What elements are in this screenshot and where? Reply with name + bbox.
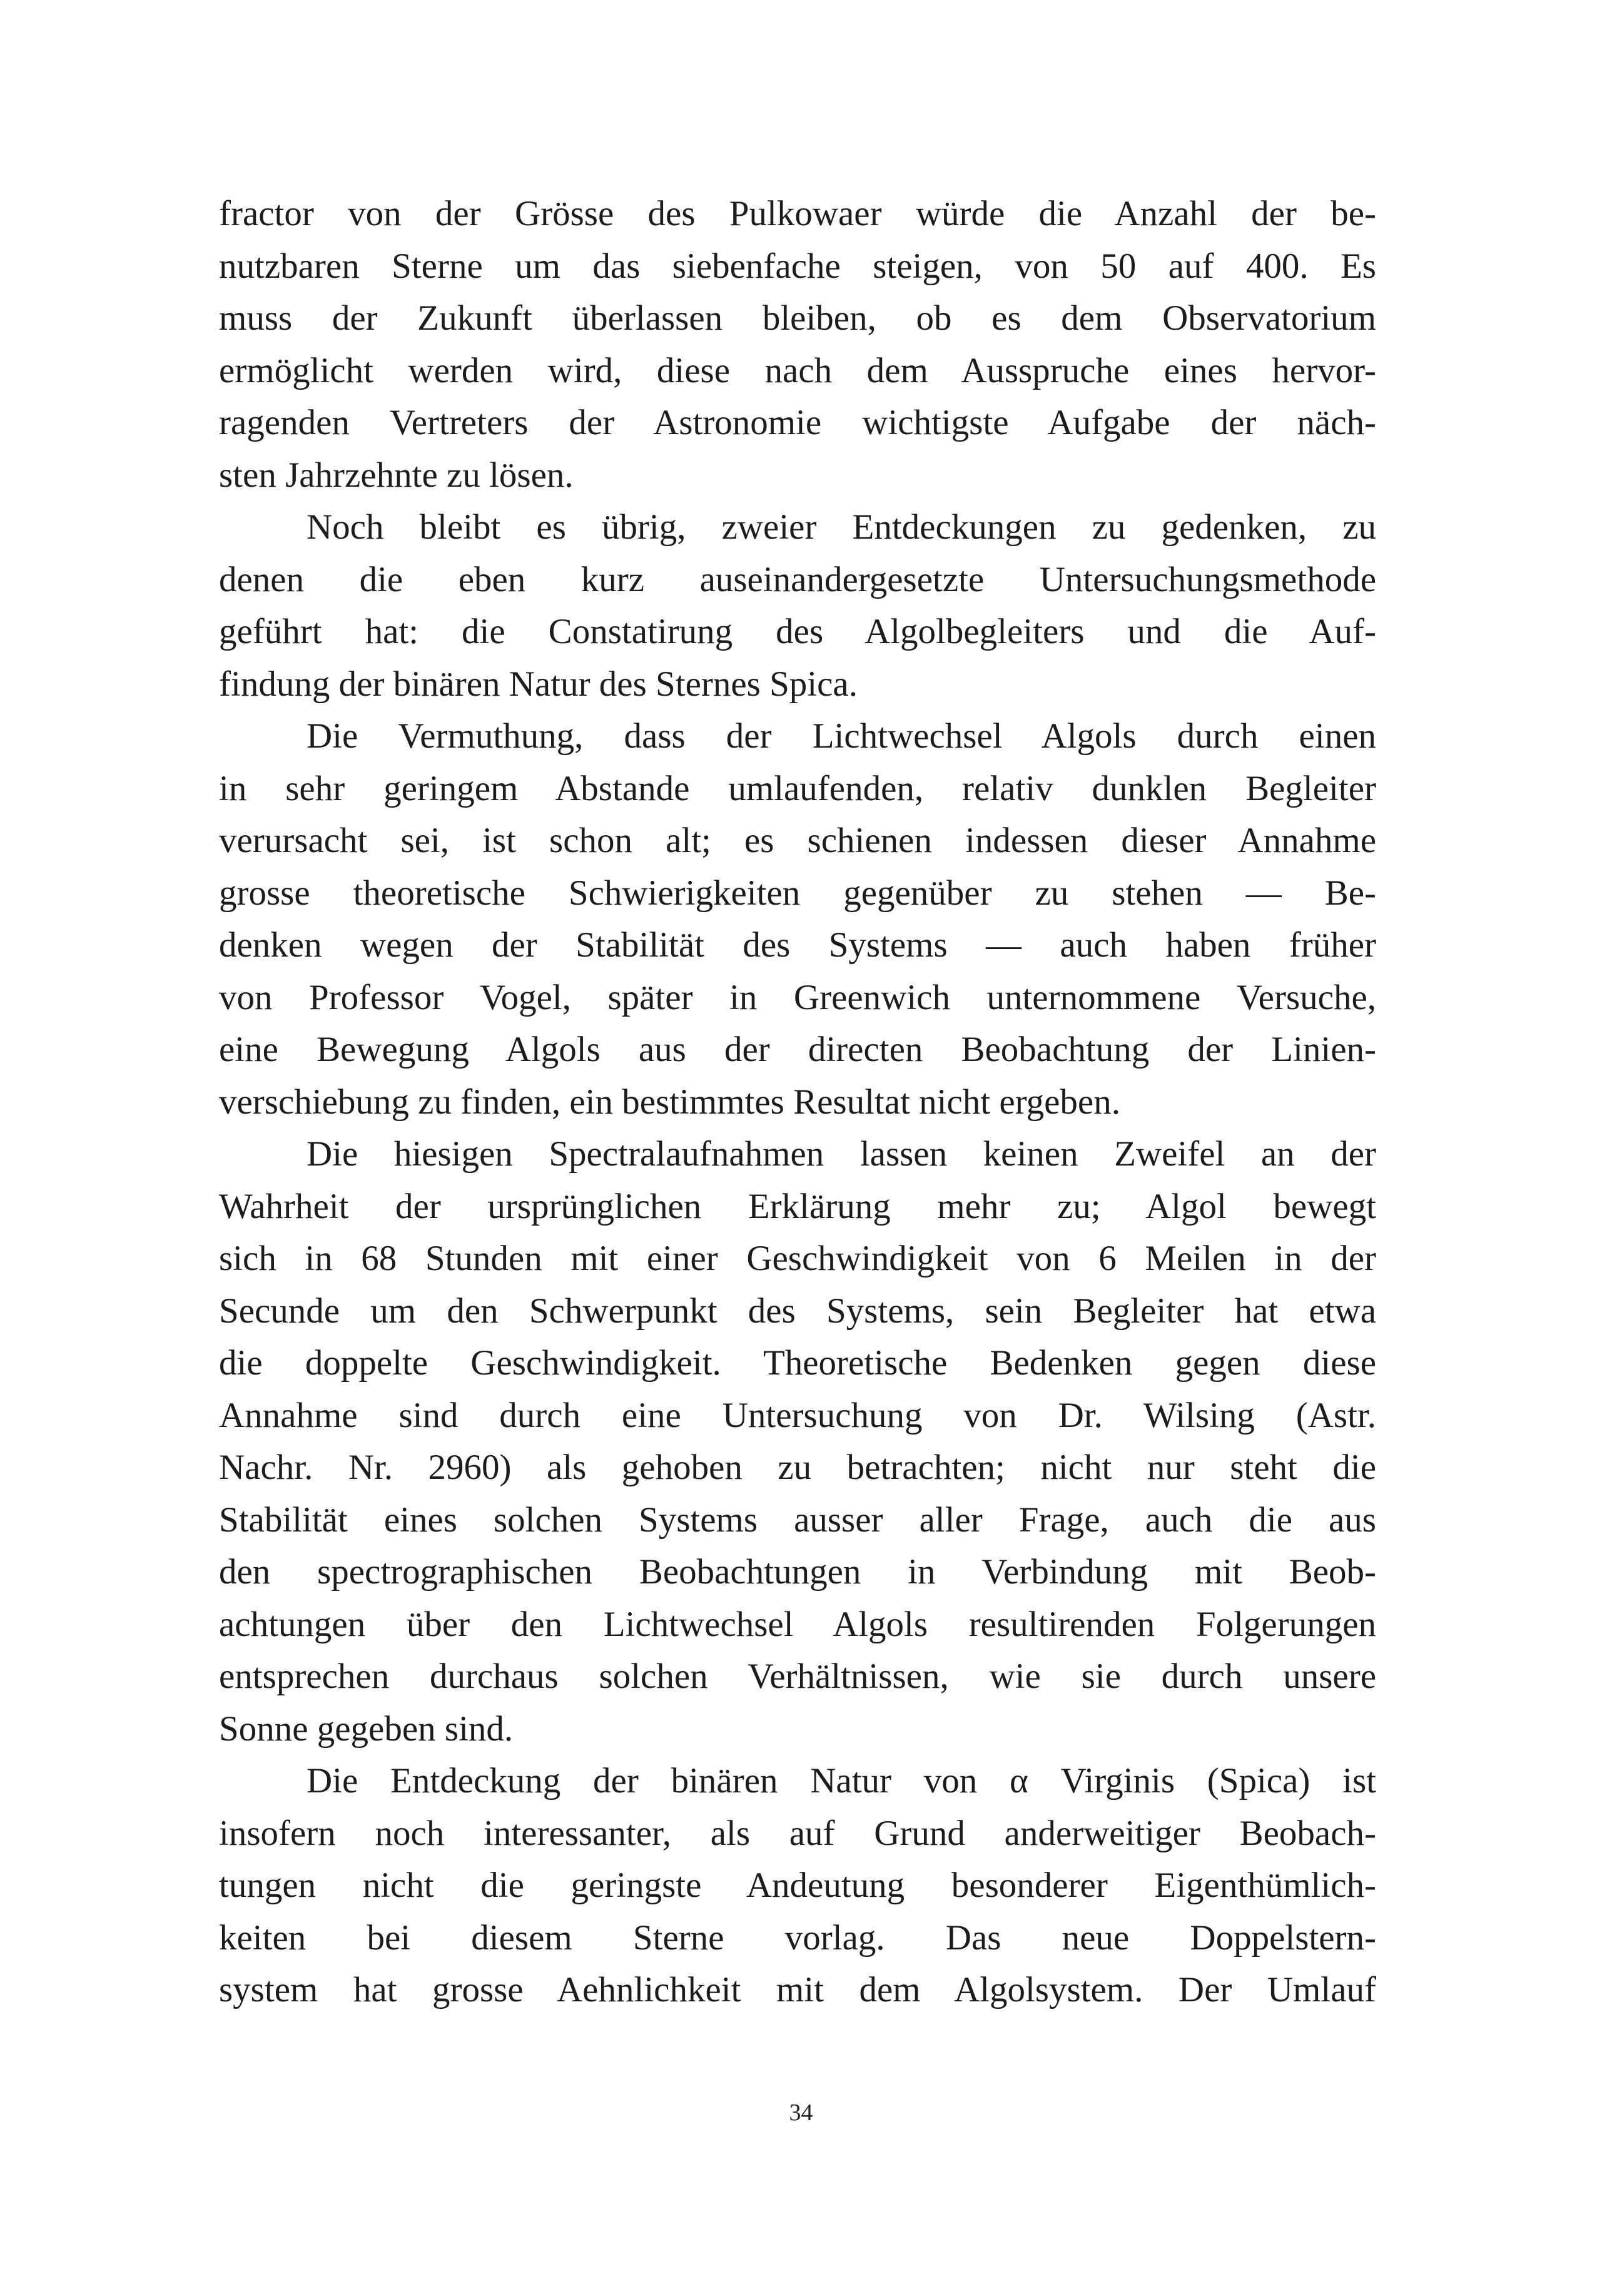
- text-line: eine Bewegung Algols aus der directen Beobachtung der Linien-: [219, 1030, 1376, 1069]
- text-line: achtungen über den Lichtwechsel Algols resultirenden Folgerungen: [219, 1604, 1376, 1644]
- text-line: sich in 68 Stunden mit einer Geschwindigkeit von 6 Meilen in der: [219, 1239, 1376, 1278]
- text-line: insofern noch interessanter, als auf Grund anderweitiger Beobach-: [219, 1813, 1376, 1853]
- text-line: tungen nicht die geringste Andeutung besonderer Eigenthümlich-: [219, 1866, 1376, 1905]
- text-line: muss der Zukunft überlassen bleiben, ob es dem Observatorium: [219, 298, 1376, 338]
- text-line: denen die eben kurz auseinandergesetzte Untersuchungsmethode: [219, 559, 1376, 599]
- text-line: keiten bei diesem Sterne vorlag. Das neue Doppelstern-: [219, 1918, 1376, 1958]
- text-line: Die Entdeckung der binären Natur von α Virginis (Spica) ist: [307, 1761, 1376, 1801]
- text-line: den spectrographischen Beobachtungen in Verbindung mit Beob-: [219, 1552, 1376, 1592]
- text-line: system hat grosse Aehnlichkeit mit dem Algolsystem. Der Umlauf: [219, 1970, 1376, 2009]
- text-line: fractor von der Grösse des Pulkowaer würde die Anzahl der be-: [219, 194, 1376, 233]
- text-line: nutzbaren Sterne um das siebenfache steigen, von 50 auf 400. Es: [219, 246, 1376, 286]
- text-line: Stabilität eines solchen Systems ausser aller Frage, auch die aus: [219, 1500, 1376, 1540]
- text-line: Annahme sind durch eine Untersuchung von Dr. Wilsing (Astr.: [219, 1395, 1376, 1435]
- text-line: Sonne gegeben sind.: [219, 1709, 514, 1749]
- page-number: 34: [789, 2100, 813, 2126]
- text-line: Die hiesigen Spectralaufnahmen lassen keinen Zweifel an der: [307, 1134, 1376, 1174]
- text-line: die doppelte Geschwindigkeit. Theoretische Bedenken gegen diese: [219, 1343, 1376, 1383]
- text-line: Wahrheit der ursprünglichen Erklärung mehr zu; Algol bewegt: [219, 1186, 1376, 1226]
- text-line: geführt hat: die Constatirung des Algolbegleiters und die Auf-: [219, 612, 1376, 651]
- text-line: Noch bleibt es übrig, zweier Entdeckungen zu gedenken, zu: [307, 507, 1376, 547]
- text-line: von Professor Vogel, später in Greenwich unternommene Versuche,: [219, 977, 1376, 1017]
- page-body: [219, 188, 1376, 2016]
- text-line: denken wegen der Stabilität des Systems — auch haben früher: [219, 925, 1376, 965]
- text-line: entsprechen durchaus solchen Verhältnissen, wie sie durch unsere: [219, 1657, 1376, 1696]
- text-line: verursacht sei, ist schon alt; es schienen indessen dieser Annahme: [219, 821, 1376, 860]
- text-line: Secunde um den Schwerpunkt des Systems, sein Begleiter hat etwa: [219, 1291, 1376, 1331]
- text-line: sten Jahrzehnte zu lösen.: [219, 455, 574, 495]
- text-line: ermöglicht werden wird, diese nach dem Ausspruche eines hervor-: [219, 350, 1376, 390]
- text-line: Die Vermuthung, dass der Lichtwechsel Algols durch einen: [307, 716, 1376, 756]
- text-line: grosse theoretische Schwierigkeiten gegenüber zu stehen — Be-: [219, 873, 1376, 913]
- text-line: in sehr geringem Abstande umlaufenden, relativ dunklen Begleiter: [219, 768, 1376, 808]
- text-line: findung der binären Natur des Sternes Spica.: [219, 664, 858, 704]
- text-line: ragenden Vertreters der Astronomie wichtigste Aufgabe der näch-: [219, 403, 1376, 442]
- text-line: Nachr. Nr. 2960) als gehoben zu betrachten; nicht nur steht die: [219, 1448, 1376, 1487]
- text-line: verschiebung zu finden, ein bestimmtes Resultat nicht ergeben.: [219, 1082, 1120, 1122]
